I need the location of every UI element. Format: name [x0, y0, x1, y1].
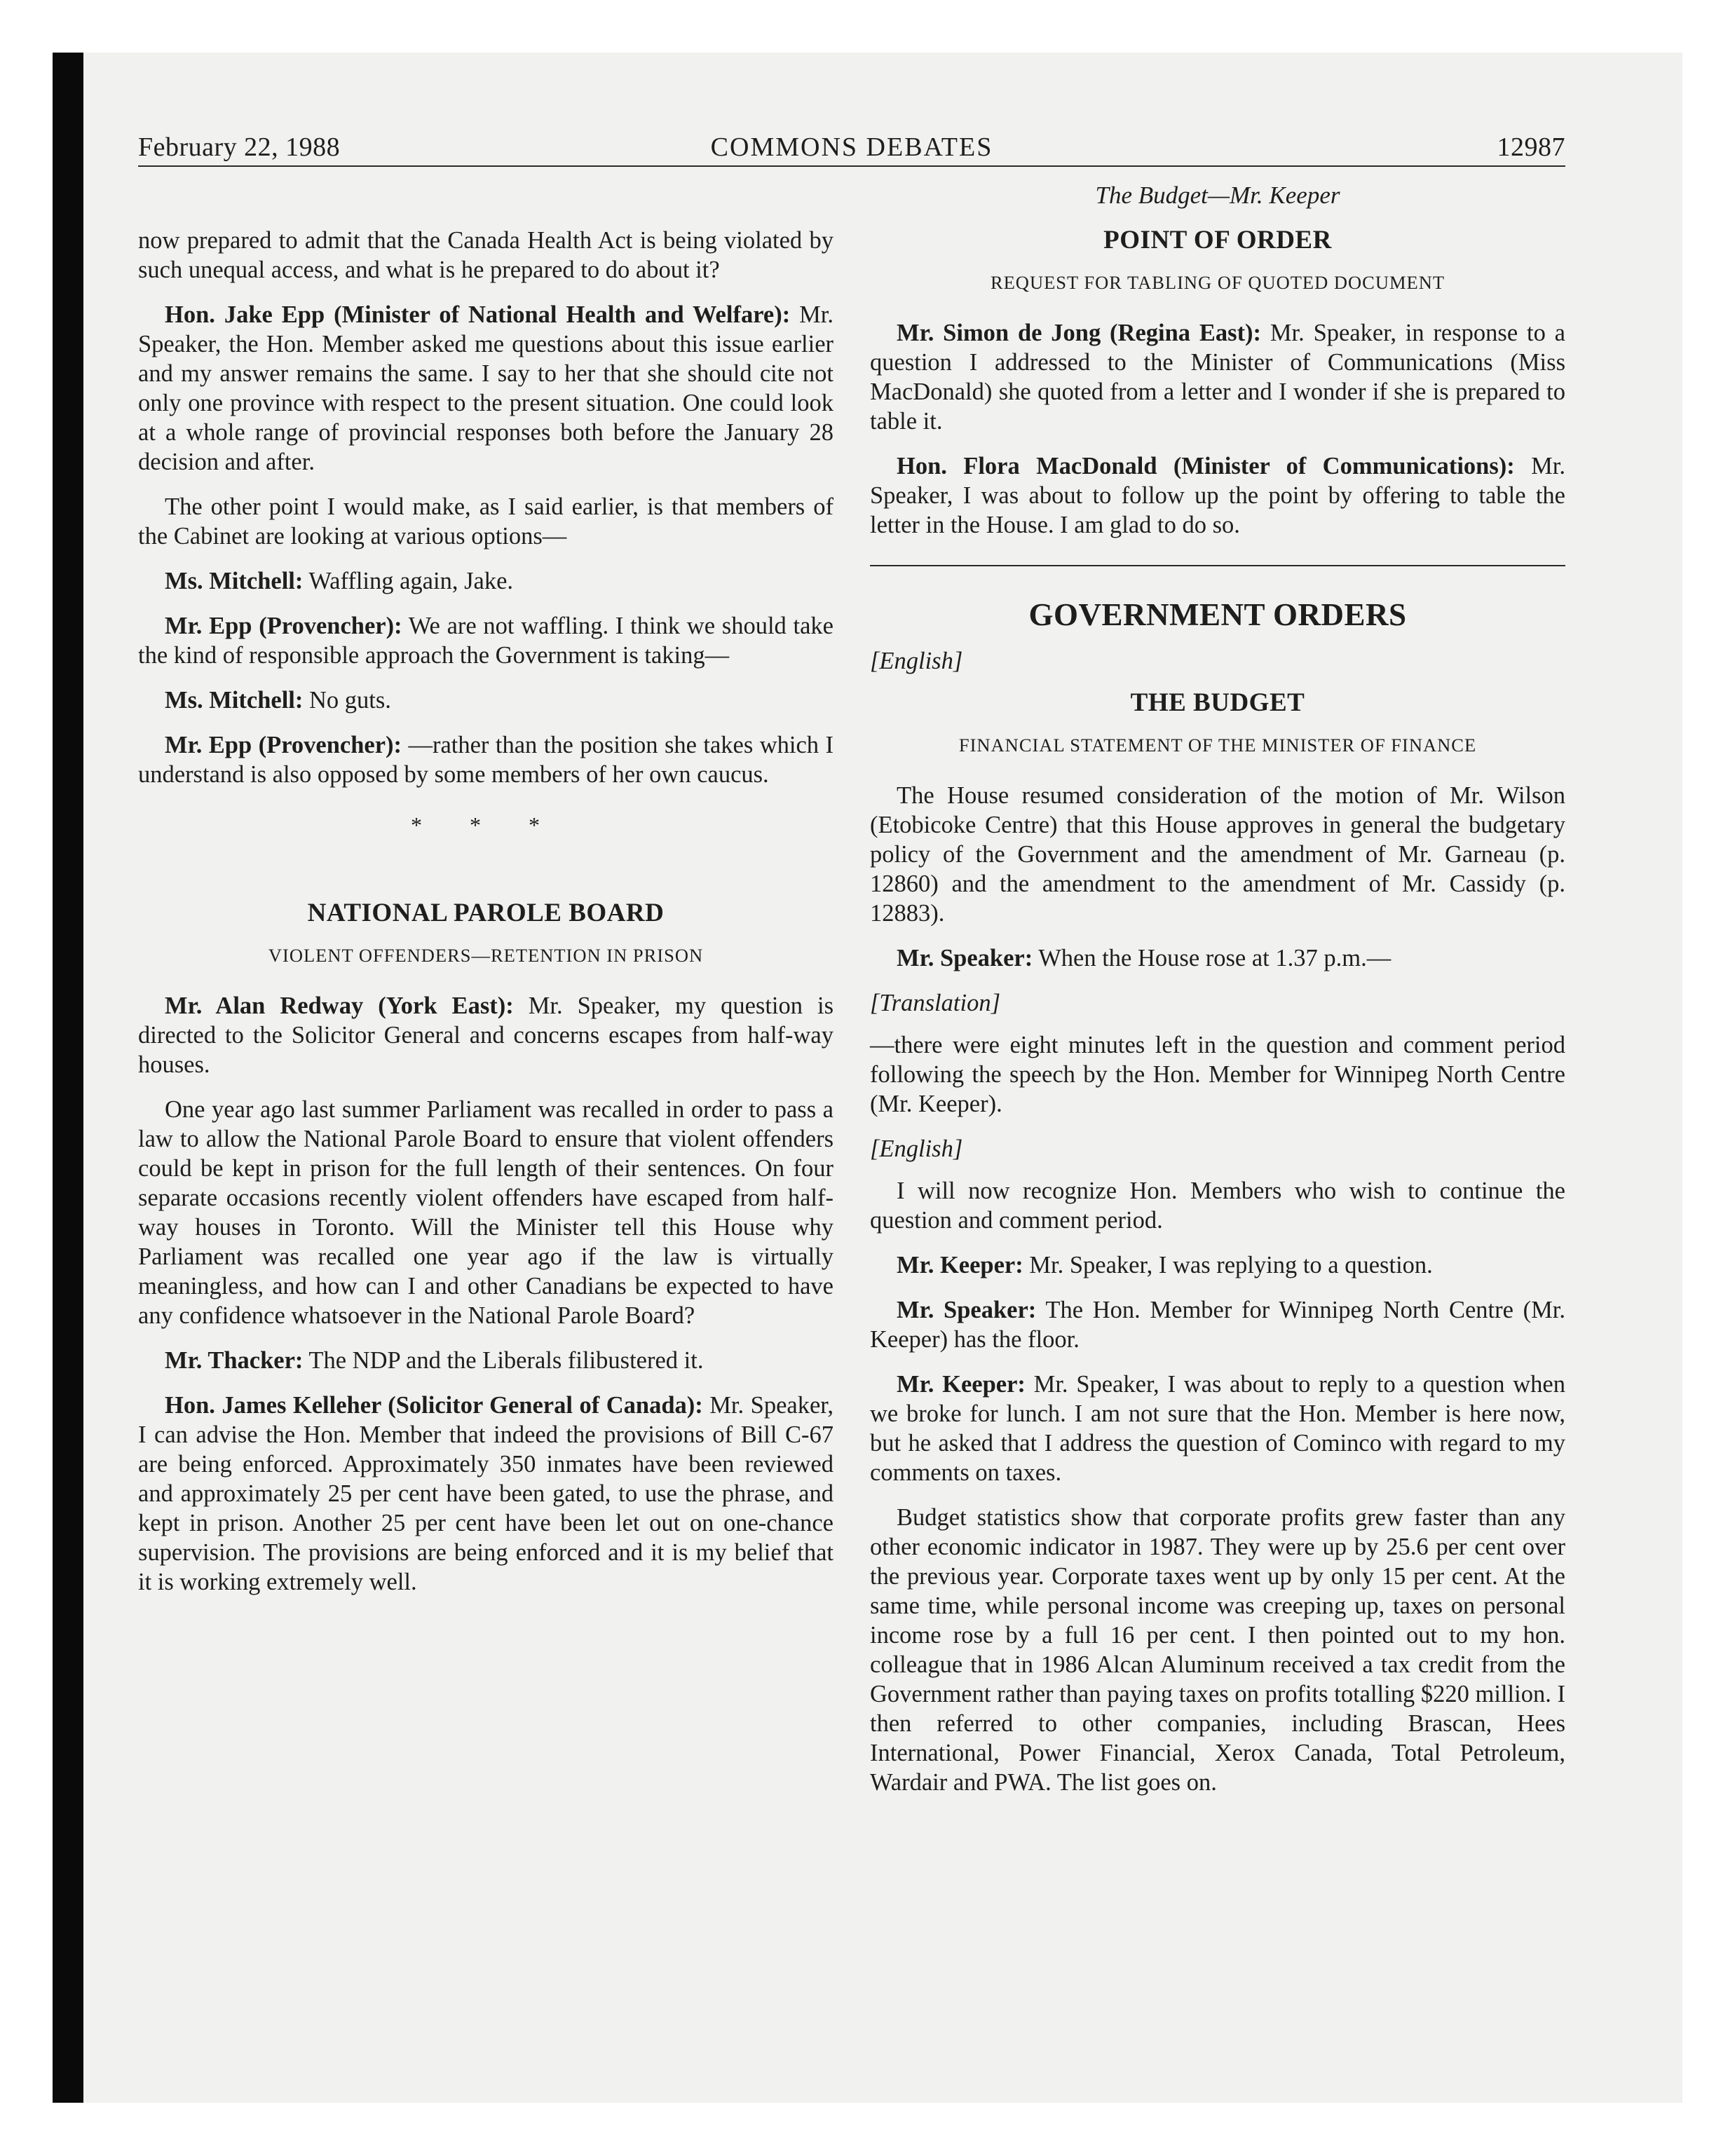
speaker-name: Mr. Speaker:: [897, 1297, 1037, 1323]
speech-text: No guts.: [303, 687, 391, 714]
header-publication: COMMONS DEBATES: [710, 132, 993, 162]
speaker-name: Mr. Keeper:: [897, 1252, 1023, 1278]
speech-text: Mr. Speaker, my question is directed to the Solicitor General and concerns escapes from half-way houses.: [138, 992, 834, 1078]
paragraph: [138, 611, 834, 670]
speech-text: Mr. Speaker, in response to a question I addressed to the Minister of Communications (Miss MacDonald) she quoted from a letter and I wonder if she is prepared to table it.: [870, 320, 1565, 435]
speaker-name: Mr. Alan Redway (York East):: [165, 992, 514, 1019]
paragraph: [138, 991, 834, 1079]
running-head: The Budget—Mr. Keeper: [1095, 182, 1340, 209]
section-heading: THE BUDGET: [1130, 688, 1305, 717]
paragraph: The other point I would make, as I said earlier, is that members of the Cabinet are looking at various options—: [138, 493, 834, 550]
paragraph: [138, 300, 834, 477]
paragraph: [138, 566, 834, 596]
paragraph: I will now recognize Hon. Members who wish to continue the question and comment period.: [870, 1178, 1565, 1234]
paragraph: [138, 730, 834, 789]
header-date: February 22, 1988: [138, 132, 341, 162]
paragraph: The House resumed consideration of the motion of Mr. Wilson (Etobicoke Centre) that this House approves in general the budgetary policy of the Government and the amendment of Mr. Garneau (p. 12860) and the amendment to the amendment of Mr. Cassidy (p. 12883).: [870, 782, 1565, 927]
speaker-name: Mr. Epp (Provencher):: [165, 613, 402, 639]
speech-text: We are not waffling. I think we should take the kind of responsible approach the Government is taking—: [138, 613, 834, 669]
header-page-number: 12987: [1497, 132, 1565, 162]
speaker-name: Hon. James Kelleher (Solicitor General of Canada):: [165, 1392, 703, 1419]
speech-text: The NDP and the Liberals filibustered it.: [303, 1347, 704, 1374]
section-subheading: VIOLENT OFFENDERS—RETENTION IN PRISON: [268, 945, 704, 966]
paragraph: [870, 1250, 1565, 1280]
speaker-name: Ms. Mitchell:: [165, 687, 304, 714]
speaker-name: Hon. Flora MacDonald (Minister of Communications):: [897, 453, 1515, 479]
speaker-name: Mr. Thacker:: [165, 1347, 304, 1374]
paragraph: [870, 451, 1565, 540]
paragraph: [870, 1295, 1565, 1354]
speech-text: Mr. Speaker, the Hon. Member asked me questions about this issue earlier and my answer remains the same. I say to her that she should cite not only one province with respect to the present situation. One could look at a whole range of provincial responses both before the January 28 decision and after.: [138, 301, 834, 475]
section-rule: [870, 565, 1565, 566]
page-header: [138, 126, 1565, 167]
right-column: [870, 181, 1565, 1813]
paragraph: —there were eight minutes left in the question and comment period following the speech by the Hon. Member for Winnipeg North Centre (Mr. Keeper).: [870, 1032, 1565, 1117]
speech-text: —rather than the position she takes which I understand is also opposed by some members of her own caucus.: [138, 732, 834, 788]
document-page: [138, 126, 1565, 2075]
paragraph: now prepared to admit that the Canada Health Act is being violated by such unequal access, and what is he prepared to do about it?: [138, 227, 834, 283]
speaker-name: Mr. Simon de Jong (Regina East):: [897, 320, 1262, 346]
speaker-name: Mr. Keeper:: [897, 1371, 1026, 1398]
language-tag: [Translation]: [870, 990, 1000, 1016]
major-heading: GOVERNMENT ORDERS: [1028, 597, 1407, 632]
speech-text: Mr. Speaker, I was replying to a question.: [1023, 1252, 1433, 1278]
speaker-name: Mr. Speaker:: [897, 945, 1033, 971]
speech-text: Mr. Speaker, I was about to reply to a question when we broke for lunch. I am not sure that the Hon. Member is here now, but he asked that I address the question of Cominco with regard to my comments on taxes.: [870, 1371, 1565, 1486]
section-heading: POINT OF ORDER: [1103, 226, 1332, 254]
paragraph: [870, 1370, 1565, 1487]
language-tag: [English]: [870, 1135, 963, 1162]
paragraph: [870, 318, 1565, 436]
language-tag: [English]: [870, 648, 963, 674]
speech-text: Waffling again, Jake.: [303, 568, 514, 594]
paragraph: [870, 943, 1565, 973]
speaker-name: Ms. Mitchell:: [165, 568, 304, 594]
section-subheading: FINANCIAL STATEMENT OF THE MINISTER OF FINANCE: [958, 735, 1477, 756]
paragraph: [138, 685, 834, 715]
speaker-name: Mr. Epp (Provencher):: [165, 732, 402, 758]
speech-text: Mr. Speaker, I can advise the Hon. Member that indeed the provisions of Bill C-67 are being enforced. Approximately 350 inmates have been reviewed and approximately 25 per cent have been gated, to use the phrase, and kept in prison. Another 25 per cent have been let out on one-chance supervision. The provisions are being enforced and it is my belief that it is working extremely well.: [138, 1392, 834, 1595]
speech-text: The Hon. Member for Winnipeg North Centre (Mr. Keeper) has the floor.: [870, 1297, 1565, 1353]
binding-edge: [53, 53, 83, 2103]
section-heading: NATIONAL PAROLE BOARD: [307, 899, 665, 927]
paragraph: [138, 1391, 834, 1597]
speaker-name: Hon. Jake Epp (Minister of National Health and Welfare):: [165, 301, 791, 328]
speech-text: When the House rose at 1.37 p.m.—: [1033, 945, 1392, 971]
section-separator: * * *: [411, 812, 561, 838]
paragraph: Budget statistics show that corporate profits grew faster than any other economic indicator in 1987. They were up by 25.6 per cent over the previous year. Corporate taxes went up by only 15 per cent. At the same time, while personal income was creeping up, taxes on personal income rose by a full 16 per cent. I then pointed out to my hon. colleague that in 1986 Alcan Aluminum received a tax credit from the Government rather than paying taxes on profits totalling $220 million. I then referred to other companies, including Brascan, Hees International, Power Financial, Xerox Canada, Total Petroleum, Wardair and PWA. The list goes on.: [870, 1504, 1565, 1796]
left-column: [138, 226, 834, 1612]
speech-text: Mr. Speaker, I was about to follow up the point by offering to table the letter in the House. I am glad to do so.: [870, 453, 1566, 538]
section-subheading: REQUEST FOR TABLING OF QUOTED DOCUMENT: [990, 272, 1445, 293]
paragraph: [138, 1346, 834, 1375]
paragraph: One year ago last summer Parliament was recalled in order to pass a law to allow the National Parole Board to ensure that violent offenders could be kept in prison for the full length of their sentences. On four separate occasions recently violent offenders have escaped from half-way houses in Toronto. Will the Minister tell this House why Parliament was recalled one year ago if the law is virtually meaningless, and how can I and other Canadians be expected to have any confidence whatsoever in the National Parole Board?: [138, 1096, 834, 1329]
